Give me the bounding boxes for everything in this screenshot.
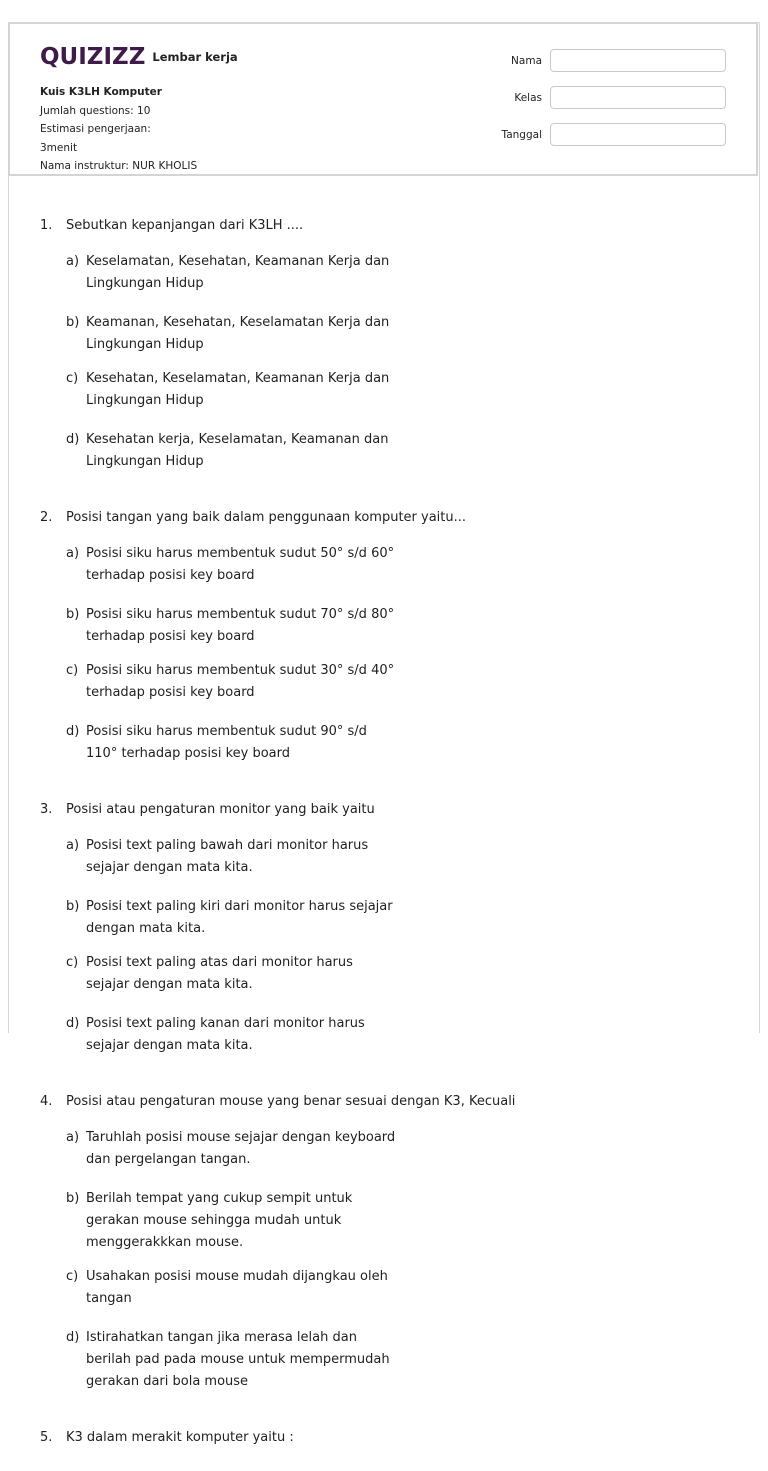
instructor-name: Nama instruktur: NUR KHOLIS: [40, 160, 198, 172]
option-d: [66, 721, 400, 765]
option-letter: d): [66, 724, 80, 739]
option-a: [66, 1127, 400, 1171]
question-5: [40, 1427, 730, 1449]
question-2: [40, 507, 730, 777]
option-letter: b): [66, 607, 80, 622]
option-a: [66, 543, 400, 587]
option-d: [66, 429, 400, 473]
option-b: [66, 604, 400, 648]
question-number: 1.: [40, 218, 53, 233]
option-letter: c): [66, 955, 79, 970]
option-a: [66, 251, 400, 295]
question-list: [40, 215, 730, 1471]
question-number: 2.: [40, 510, 53, 525]
option-letter: b): [66, 315, 80, 330]
option-c: [66, 368, 400, 412]
option-text: Berilah tempat yang cukup sempit untuk gerakan mouse sehingga mudah untuk menggerakkkan mouse.: [86, 1191, 353, 1250]
kelas-field[interactable]: [550, 86, 726, 109]
option-text: Posisi siku harus membentuk sudut 70° s/d 80° terhadap posisi key board: [86, 607, 395, 644]
question-number: 4.: [40, 1094, 53, 1109]
field-row-kelas: [502, 86, 726, 109]
option-letter: d): [66, 432, 80, 447]
option-text: Posisi text paling kiri dari monitor harus sejajar dengan mata kita.: [86, 899, 393, 936]
option-text: Posisi siku harus membentuk sudut 90° s/d 110° terhadap posisi key board: [86, 724, 367, 761]
question-text: Posisi atau pengaturan mouse yang benar sesuai dengan K3, Kecuali: [66, 1094, 516, 1109]
option-letter: c): [66, 371, 79, 386]
option-text: Kesehatan, Keselamatan, Keamanan Kerja dan Lingkungan Hidup: [86, 371, 390, 408]
field-row-tanggal: [502, 123, 726, 146]
nama-field[interactable]: [550, 49, 726, 72]
worksheet-header: [8, 22, 758, 176]
question-text: K3 dalam merakit komputer yaitu :: [66, 1430, 294, 1445]
question-text: Posisi tangan yang baik dalam penggunaan komputer yaitu...: [66, 510, 467, 525]
option-letter: d): [66, 1330, 80, 1345]
question-text: Sebutkan kepanjangan dari K3LH ....: [66, 218, 304, 233]
quizizz-logo: QUIZIZZ: [40, 44, 146, 70]
option-text: Posisi text paling bawah dari monitor harus sejajar dengan mata kita.: [86, 838, 369, 875]
option-letter: c): [66, 1269, 79, 1284]
estimate-value: 3menit: [40, 141, 78, 154]
question-text: Posisi atau pengaturan monitor yang baik yaitu: [66, 802, 375, 817]
quiz-meta: [40, 83, 197, 176]
field-row-nama: [502, 49, 726, 72]
option-c: [66, 1266, 400, 1310]
option-letter: c): [66, 663, 79, 678]
question-1: [40, 215, 730, 485]
tanggal-field[interactable]: [550, 123, 726, 146]
option-text: Posisi text paling kanan dari monitor harus sejajar dengan mata kita.: [86, 1016, 365, 1053]
option-text: Posisi siku harus membentuk sudut 50° s/d 60° terhadap posisi key board: [86, 546, 395, 583]
option-text: Posisi text paling atas dari monitor harus sejajar dengan mata kita.: [86, 955, 353, 992]
option-letter: a): [66, 1130, 80, 1145]
brand-logo: [40, 44, 238, 70]
option-text: Kesehatan kerja, Keselamatan, Keamanan dan Lingkungan Hidup: [86, 432, 389, 469]
option-text: Istirahatkan tangan jika merasa lelah dan berilah pad pada mouse untuk mempermudah gerakan dari bola mouse: [86, 1330, 390, 1389]
student-fields: [502, 49, 726, 160]
question-3: [40, 799, 730, 1069]
option-b: [66, 1188, 400, 1254]
kelas-label: Kelas: [514, 91, 542, 104]
nama-label: Nama: [511, 54, 542, 67]
option-text: Keselamatan, Kesehatan, Keamanan Kerja dan Lingkungan Hidup: [86, 254, 390, 291]
quiz-title: Kuis K3LH Komputer: [40, 86, 162, 98]
option-text: Taruhlah posisi mouse sejajar dengan keyboard dan pergelangan tangan.: [86, 1130, 396, 1167]
option-b: [66, 312, 400, 356]
option-b: [66, 896, 400, 940]
option-letter: b): [66, 1191, 80, 1206]
question-4: [40, 1091, 730, 1405]
option-text: Usahakan posisi mouse mudah dijangkau oleh tangan: [86, 1269, 388, 1306]
option-letter: b): [66, 899, 80, 914]
option-letter: a): [66, 838, 80, 853]
option-c: [66, 952, 400, 996]
tanggal-label: Tanggal: [501, 128, 542, 141]
option-d: [66, 1013, 400, 1057]
option-text: Posisi siku harus membentuk sudut 30° s/d 40° terhadap posisi key board: [86, 663, 395, 700]
question-number: 5.: [40, 1430, 53, 1445]
option-letter: d): [66, 1016, 80, 1031]
option-a: [66, 835, 400, 879]
option-text: Keamanan, Kesehatan, Keselamatan Kerja dan Lingkungan Hidup: [86, 315, 390, 352]
estimate-label: Estimasi pengerjaan:: [40, 123, 151, 135]
sheet-label: Lembar kerja: [152, 50, 238, 64]
option-letter: a): [66, 254, 80, 269]
question-count: Jumlah questions: 10: [40, 104, 151, 117]
option-letter: a): [66, 546, 80, 561]
option-c: [66, 660, 400, 704]
question-number: 3.: [40, 802, 53, 817]
option-d: [66, 1327, 400, 1393]
